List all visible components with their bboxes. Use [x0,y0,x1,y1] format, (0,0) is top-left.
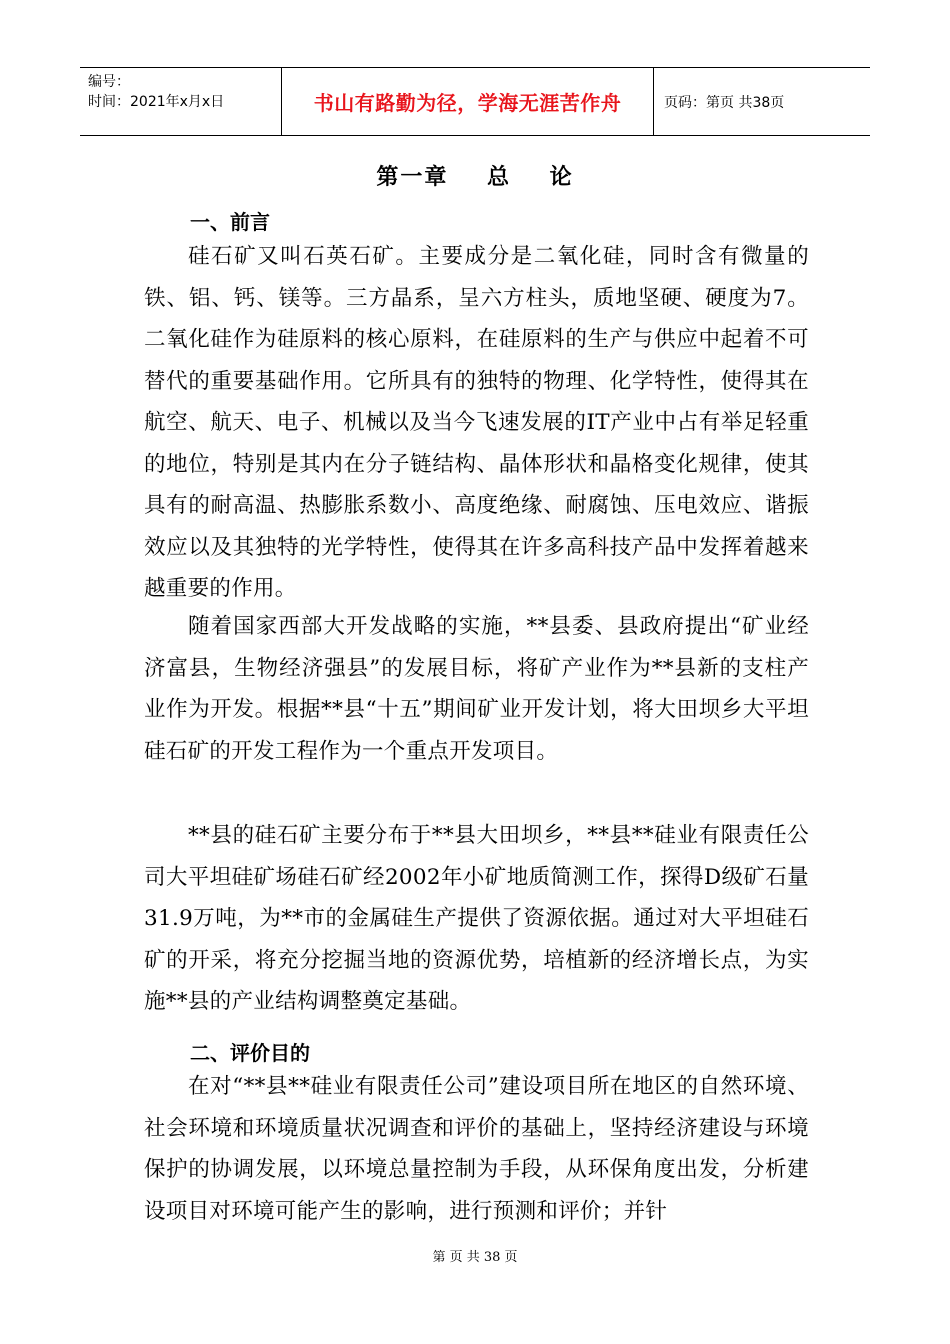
page-number-label: 页码：第页 共38页 [664,94,785,111]
header-motto [282,68,654,135]
paragraph-purpose-1: 在对“**县**硅业有限责任公司”建设项目所在地区的自然环境、社会环境和环境质量状况调查和评价的基础上，坚持经济建设与环境保护的协调发展，以环境总量控制为手段，从环保角度出发，分析建设项目对环境可能产生的影响，进行预测和评价；并针 [144,1074,809,1224]
header-page-info [654,68,870,135]
paragraph-preface-1: 硅石矿又叫石英石矿。主要成分是二氧化硅，同时含有微量的铁、铝、钙、镁等。三方晶系，呈六方柱头，质地坚硬、硬度为7。二氧化硅作为硅原料的核心原料，在硅原料的生产与供应中起着不可替代的重要基础作用。它所具有的独特的物理、化学特性，使得其在航空、航天、电子、机械以及当今飞速发展的IT产业中占有举足轻重的地位，特别是其内在分子链结构、晶体形状和晶格变化规律，使其具有的耐高温、热膨胀系数小、高度绝缘、耐腐蚀、压电效应、谐振效应以及其独特的光学特性，使得其在许多高科技产品中发挥着越来越重要的作用。 [144,244,809,601]
document-header [80,67,870,136]
paragraph-preface-2: 随着国家西部大开发战略的实施，**县委、县政府提出“矿业经济富县，生物经济强县”的发展目标，将矿产业作为**县新的支柱产业作为开发。根据**县“十五”期间矿业开发计划，将大田坝乡大平坦硅石矿的开发工程作为一个重点开发项目。 [144,614,809,764]
document-number-label: 编号： [88,74,130,90]
header-meta [80,68,282,135]
section-heading-purpose: 二、评价目的 [190,1041,310,1065]
motto-text: 书山有路勤为径，学海无涯苦作舟 [313,91,622,115]
document-time-label: 时间：2021年x月x日 [88,94,225,110]
paragraph-preface-3: **县的硅石矿主要分布于**县大田坝乡，**县**硅业有限责任公司大平坦硅矿场硅石矿经2002年小矿地质简测工作，探得D级矿石量31.9万吨，为**市的金属硅生产提供了资源依据。通过对大平坦硅石矿的开采，将充分挖掘当地的资源优势，培植新的经济增长点，为实施**县的产业结构调整奠定基础。 [144,823,809,1014]
page-footer: 第 页 共 38 页 [432,1250,518,1265]
chapter-title: 第一章 总 论 [376,165,574,190]
section-heading-preface: 一、前言 [190,210,270,234]
